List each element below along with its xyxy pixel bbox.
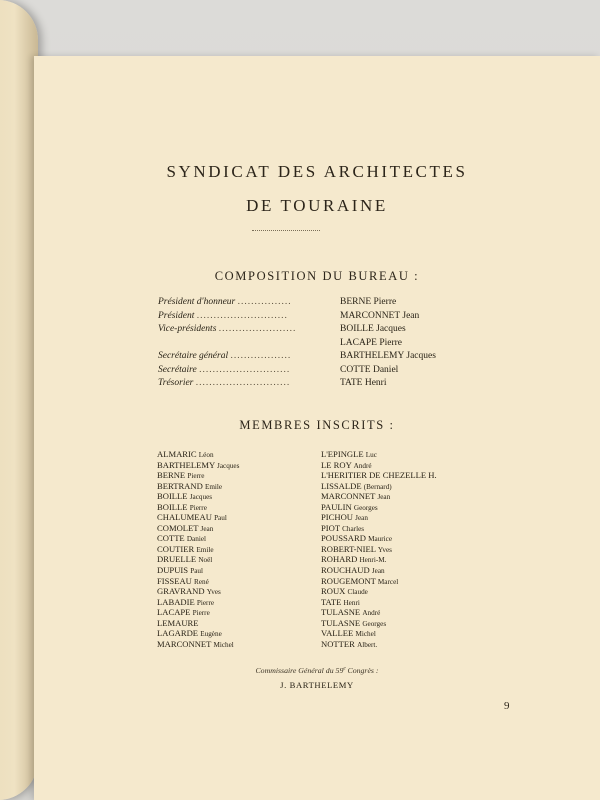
member-first-name: Maurice [368, 535, 393, 544]
member-last-name: L'EPINGLE [321, 449, 364, 459]
member-entry [321, 565, 437, 576]
member-first-name: Charles [342, 524, 365, 533]
bureau-row [158, 310, 478, 324]
member-first-name: Eugène [200, 630, 222, 639]
bureau-role-text: Président d'honneur [158, 297, 236, 307]
commissioner-label [34, 666, 600, 675]
member-first-name: Michel [213, 640, 234, 649]
member-first-name: Léon [198, 451, 214, 459]
member-entry [321, 502, 437, 513]
member-entry [321, 449, 437, 460]
member-entry [157, 449, 239, 460]
bureau-row [158, 350, 478, 364]
member-entry [321, 597, 437, 608]
member-entry [157, 460, 239, 471]
bureau-member-name: BARTHELEMY Jacques [340, 351, 436, 361]
member-entry [321, 554, 437, 565]
member-entry [157, 565, 239, 576]
member-last-name: PICHOU [321, 512, 353, 523]
bureau-list [158, 296, 478, 391]
commissioner-label-text: Commissaire Général du 59 [255, 666, 344, 675]
member-first-name: Pierre [187, 472, 205, 481]
member-last-name: POUSSARD [321, 533, 366, 544]
member-last-name: LEMAURE [157, 617, 199, 628]
member-first-name: André [362, 609, 381, 618]
members-column-left [157, 449, 239, 649]
bureau-role [158, 377, 334, 391]
member-last-name: LE ROY [321, 459, 352, 470]
member-last-name: MARCONNET [321, 491, 376, 502]
bureau-leader-dots: ....................... [218, 324, 297, 334]
member-first-name: Henri-M. [359, 556, 387, 565]
member-last-name: LABADIE [157, 596, 195, 607]
bureau-leader-dots: ........................... [196, 310, 288, 321]
bureau-leader-dots: ................ [237, 297, 292, 307]
member-first-name: Henri [343, 598, 360, 607]
member-first-name: Noël [198, 556, 213, 565]
member-first-name: (Bernard) [363, 482, 392, 491]
member-first-name: Daniel [186, 535, 207, 544]
commissioner-name: J. BARTHELEMY [280, 680, 354, 690]
bureau-leader-dots: ............................ [195, 378, 291, 388]
bureau-member-name: BERNE Pierre [340, 297, 397, 307]
bureau-role-text: Secrétaire [158, 364, 197, 375]
bureau-member-name: LACAPE Pierre [340, 337, 403, 348]
member-last-name: VALLEE [321, 628, 354, 639]
member-entry [321, 512, 437, 523]
bureau-role [158, 310, 334, 324]
member-entry [157, 544, 239, 555]
member-last-name: BERTRAND [157, 480, 203, 491]
member-last-name: LISSALDE [321, 480, 362, 491]
member-last-name: COMOLET [157, 522, 199, 533]
member-entry [157, 576, 239, 587]
bureau-leader-dots: ........................... [199, 364, 291, 375]
bureau-role [158, 323, 334, 337]
member-last-name: ROUX [321, 586, 346, 597]
member-entry [157, 481, 239, 492]
member-first-name: Albert. [357, 640, 378, 649]
bureau-member-name: COTTE Daniel [340, 364, 399, 375]
member-entry [321, 628, 437, 639]
member-entry [157, 597, 239, 608]
member-entry [321, 460, 437, 471]
member-entry [321, 533, 437, 544]
member-last-name: TATE [321, 596, 342, 607]
member-last-name: L'HERITIER DE CHEZELLE H. [321, 470, 437, 481]
member-entry [321, 618, 437, 629]
member-first-name: Yves [377, 545, 392, 554]
member-entry [157, 554, 239, 565]
page-title-line-1: SYNDICAT DES ARCHITECTES [166, 162, 468, 181]
member-entry [157, 502, 239, 513]
member-last-name: CHALUMEAU [157, 512, 212, 523]
bureau-row [158, 296, 478, 310]
member-entry [321, 586, 437, 597]
member-first-name: Michel [355, 630, 376, 639]
commissioner-label-sup: e [343, 666, 346, 672]
member-entry [321, 639, 437, 650]
member-entry [321, 470, 437, 481]
member-last-name: COTTE [157, 533, 185, 544]
member-entry [157, 607, 239, 618]
member-first-name: Emile [196, 545, 214, 554]
member-last-name: LAGARDE [157, 628, 199, 639]
member-first-name: Jean [371, 567, 385, 576]
member-entry [157, 618, 239, 629]
member-first-name: Pierre [189, 503, 207, 512]
member-entry [321, 523, 437, 534]
member-entry [157, 512, 239, 523]
member-entry [157, 470, 239, 481]
bureau-role-text: Vice-présidents [158, 324, 217, 334]
members-heading: MEMBRES INSCRITS : [239, 418, 395, 432]
member-first-name: René [194, 577, 209, 586]
member-last-name: PIOT [321, 522, 340, 533]
member-last-name: MARCONNET [157, 638, 212, 649]
member-last-name: LACAPE [157, 607, 191, 618]
bureau-role-text: Trésorier [158, 378, 194, 388]
book-page [34, 56, 600, 800]
bureau-member-name: BOILLE Jacques [340, 324, 406, 334]
member-first-name: Jean [200, 524, 214, 533]
member-last-name: DUPUIS [157, 565, 189, 576]
decorative-rule [252, 230, 320, 231]
member-first-name: André [353, 461, 372, 470]
member-last-name: BERNE [157, 470, 186, 481]
member-first-name: Pierre [192, 609, 210, 618]
bureau-role [158, 296, 334, 310]
member-first-name: Pierre [196, 598, 215, 607]
member-first-name: Jean [377, 493, 391, 502]
member-entry [157, 628, 239, 639]
commissioner-label-end: Congrès : [345, 666, 379, 675]
bureau-row [158, 364, 478, 378]
member-last-name: ROUGEMONT [321, 575, 376, 586]
member-entry [321, 491, 437, 502]
bureau-leader-dots: .................. [230, 351, 292, 361]
member-entry [321, 576, 437, 587]
member-first-name: Georges [362, 619, 387, 628]
member-entry [157, 491, 239, 502]
member-entry [157, 586, 239, 597]
bureau-role [158, 364, 334, 378]
member-entry [157, 523, 239, 534]
bureau-role [158, 350, 334, 364]
member-first-name: Georges [353, 503, 378, 512]
members-column-right [321, 449, 437, 649]
member-last-name: NOTTER [321, 638, 355, 649]
member-last-name: COUTIER [157, 543, 195, 554]
member-last-name: FISSEAU [157, 575, 192, 586]
facing-page-edge [0, 0, 38, 800]
bureau-row [158, 323, 478, 350]
member-first-name: Paul [190, 567, 203, 576]
member-last-name: GRAVRAND [157, 586, 205, 597]
bureau-heading: COMPOSITION DU BUREAU : [214, 269, 420, 283]
member-first-name: Marcel [377, 577, 399, 586]
bureau-row [158, 377, 478, 391]
bureau-role-text: Président [158, 310, 195, 321]
member-first-name: Jean [355, 514, 368, 523]
member-entry [321, 481, 437, 492]
page-title-line-2: DE TOURAINE [246, 196, 388, 215]
bureau-member-name: TATE Henri [340, 378, 387, 388]
member-last-name: PAULIN [321, 501, 352, 512]
member-first-name: Luc [365, 451, 377, 459]
member-last-name: TULASNE [321, 617, 361, 628]
member-entry [157, 639, 239, 650]
member-entry [321, 607, 437, 618]
page-number: 9 [504, 700, 510, 712]
member-entry [321, 544, 437, 555]
bureau-member-name: MARCONNET Jean [340, 310, 420, 321]
member-first-name: Yves [206, 588, 221, 597]
member-last-name: TULASNE [321, 607, 361, 618]
member-first-name: Claude [347, 588, 368, 597]
member-last-name: DRUELLE [157, 554, 197, 565]
member-last-name: BOILLE [157, 491, 188, 502]
member-first-name: Emile [204, 482, 223, 491]
member-first-name: Paul [214, 514, 227, 523]
member-last-name: ROUCHAUD [321, 565, 370, 576]
member-entry [157, 533, 239, 544]
member-last-name: ROBERT-NIEL [321, 543, 376, 554]
member-last-name: BOILLE [157, 501, 188, 512]
member-last-name: BARTHELEMY [157, 459, 215, 470]
bureau-role-text: Secrétaire général [158, 351, 229, 361]
member-first-name: Jacques [217, 461, 240, 470]
member-last-name: ALMARIC [157, 449, 197, 459]
member-last-name: ROHARD [321, 554, 358, 565]
member-first-name: Jacques [189, 493, 213, 502]
